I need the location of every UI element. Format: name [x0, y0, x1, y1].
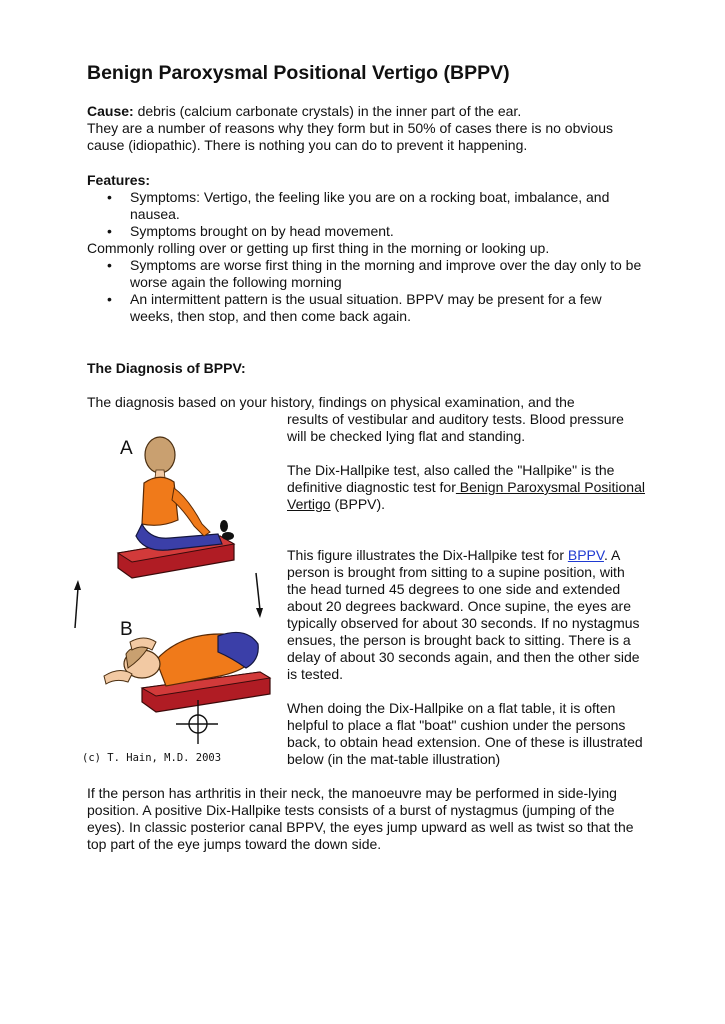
figure-credit: (c) T. Hain, M.D. 2003 [82, 752, 222, 764]
figure-description [287, 547, 647, 683]
list-item: • Symptoms: Vertigo, the feeling like you are on a rocking boat, imbalance, and nausea. [87, 189, 647, 223]
bppv-term-link[interactable]: Benign Paroxysmal Positional Vertigo [287, 479, 645, 512]
hair-a [145, 437, 175, 473]
features-section [87, 172, 647, 325]
hallpike-text-end: (BPPV). [330, 496, 386, 512]
list-item: • Symptoms brought on by head movement. [87, 223, 647, 240]
diagnosis-heading: The Diagnosis of BPPV: [87, 360, 246, 376]
feet-a2 [220, 520, 228, 532]
figure-text: This figure illustrates the Dix-Hallpike test for [287, 547, 568, 563]
feet-a [222, 532, 234, 540]
features-note: Commonly rolling over or getting up first thing in the morning or looking up. [87, 240, 550, 256]
features-list-a [87, 189, 647, 240]
arrow-down-line [256, 573, 260, 610]
figure-label-a: A [120, 438, 133, 459]
dix-hallpike-figure [70, 428, 280, 773]
cause-text: debris (calcium carbonate crystals) in the inner part of the ear. [133, 103, 522, 119]
hallpike-paragraph [287, 462, 647, 513]
figure-label-b: B [120, 619, 133, 640]
diagnosis-intro: The diagnosis based on your history, findings on physical examination, and the [87, 394, 575, 410]
hallpike-text: The Dix-Hallpike test, also called the "Hallpike" is the definitive diagnostic test for [287, 462, 615, 495]
flat-table-paragraph: When doing the Dix-Hallpike on a flat table, it is often helpful to place a flat "boat" cushion under the persons back, to obtain head extension. One of these is illustrated below (in the mat-table illustration) [287, 700, 643, 767]
hand-left [104, 670, 132, 684]
diagnosis-intro-continued: results of vestibular and auditory tests. Blood pressure will be checked lying flat and standing. [287, 411, 624, 444]
page-title: Benign Paroxysmal Positional Vertigo (BPPV) [87, 62, 510, 84]
features-list-b [87, 257, 647, 325]
arrow-up-line [75, 588, 78, 628]
bppv-link[interactable]: BPPV [567, 547, 604, 563]
list-item: • Symptoms are worse first thing in the morning and improve over the day only to be worse again the following morning [87, 257, 647, 291]
cause-paragraph [87, 103, 647, 154]
cause-detail: They are a number of reasons why they form but in 50% of cases there is no obvious cause (idiopathic). There is nothing you can do to prevent it happening. [87, 120, 614, 153]
arthritis-paragraph: If the person has arthritis in their neck, the manoeuvre may be performed in side-lying position. A positive Dix-Hallpike tests consists of a burst of nystagmus (jumping of the eyes). In classic posterior canal BPPV, the eyes jump upward as well as twist so that the top part of the eye jumps toward the down side. [87, 785, 634, 852]
torso-a [142, 477, 178, 525]
dix-hallpike-illustration [70, 428, 280, 773]
figure-text-end: . A person is brought from sitting to a supine position, with the head turned 45 degrees to one side and extended about 20 degrees backward. Once supine, the eyes are typically observed for about 30 seconds. If no nystagmus ensues, the person is brought back to sitting. There is a delay of about 30 seconds again, and then the other side is tested. [287, 547, 640, 682]
arrow-up-icon [74, 580, 81, 590]
arrow-down-icon [256, 608, 263, 618]
features-label: Features: [87, 172, 151, 188]
list-item: • An intermittent pattern is the usual situation. BPPV may be present for a few weeks, then stop, and then come back again. [87, 291, 647, 325]
cause-label: Cause: [87, 103, 134, 119]
